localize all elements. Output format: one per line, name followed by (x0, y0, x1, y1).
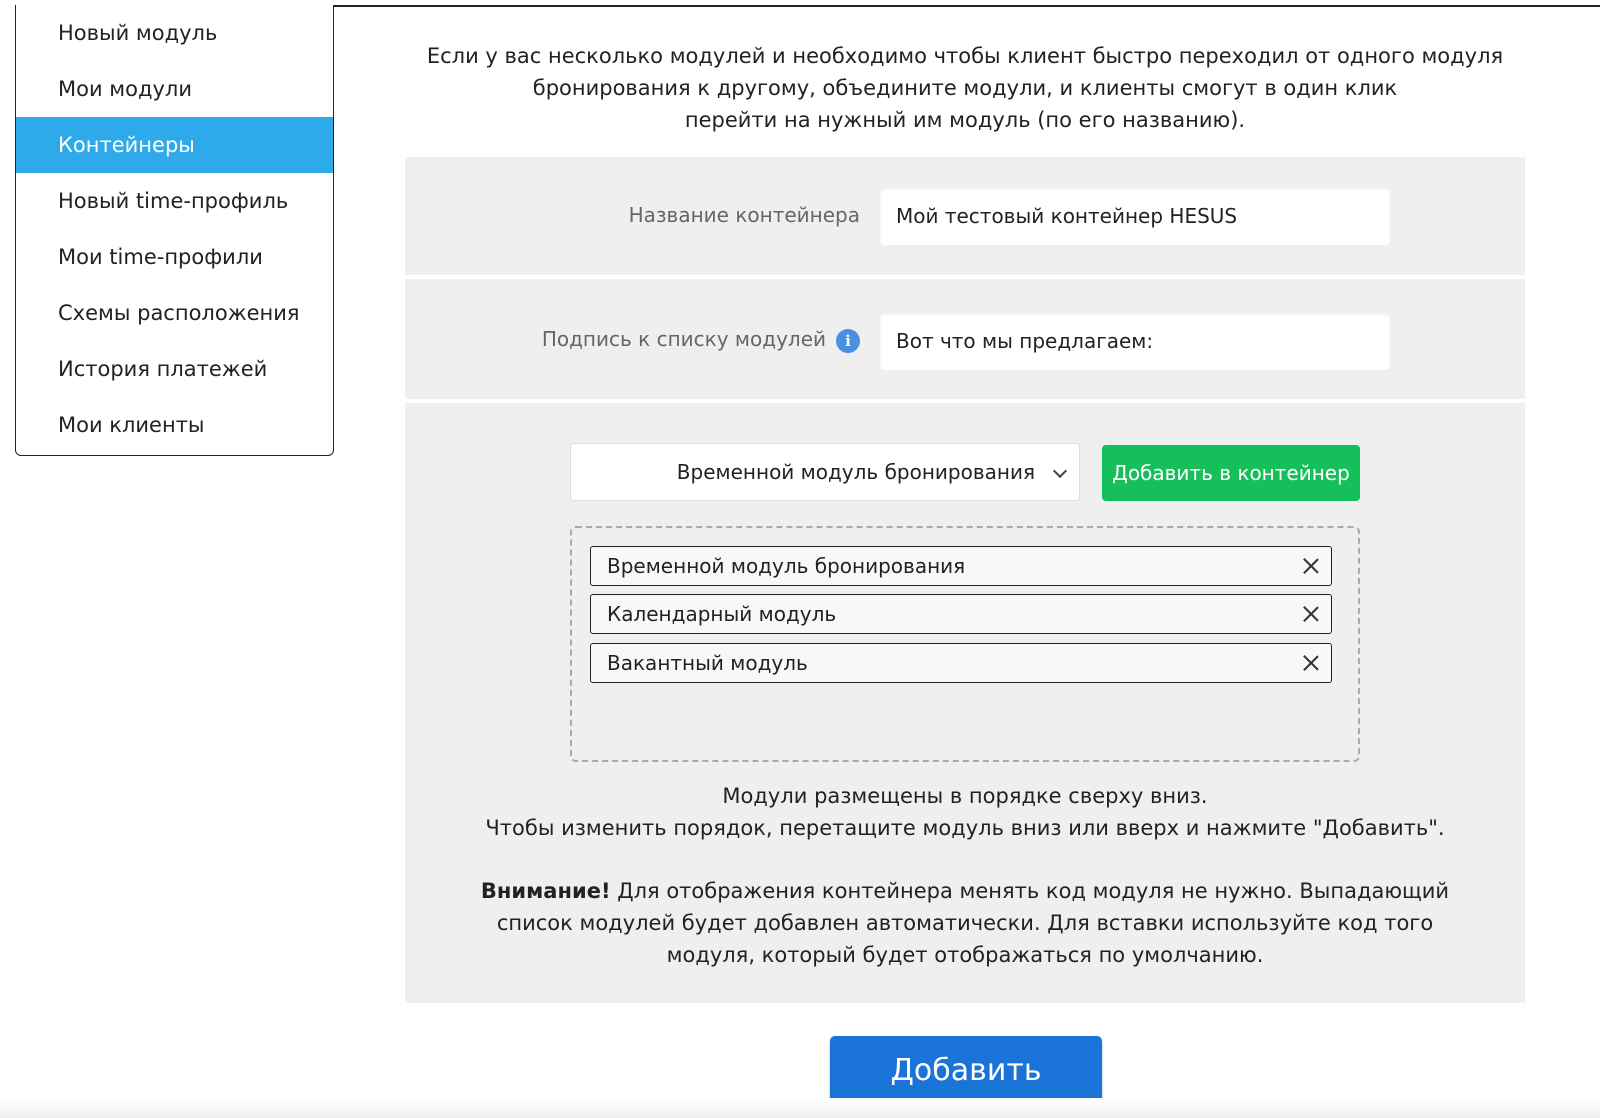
caption-label-wrap (542, 327, 860, 353)
intro-line: перейти на нужный им модуль (по его названию). (684, 108, 1246, 132)
close-icon[interactable] (1301, 556, 1321, 576)
module-name: Вакантный модуль (607, 651, 808, 675)
intro-line: Если у вас несколько модулей и необходимо чтобы клиент быстро переходил от одного модуля (426, 44, 1504, 68)
sidebar-item-new-module[interactable]: Новый модуль (58, 21, 218, 45)
sidebar-item-new-time-profile[interactable]: Новый time-профиль (58, 189, 289, 213)
container-name-label: Название контейнера (628, 203, 860, 227)
add-to-container-button[interactable]: Добавить в контейнер (1102, 445, 1360, 501)
sidebar-menu (15, 5, 334, 456)
row-divider (405, 399, 1525, 403)
module-list-item[interactable] (590, 594, 1332, 634)
module-list-item[interactable] (590, 546, 1332, 586)
sidebar-item-my-modules[interactable]: Мои модули (58, 77, 192, 101)
sidebar-item-my-clients[interactable]: Мои клиенты (58, 413, 205, 437)
add-button[interactable]: Добавить (830, 1036, 1102, 1104)
sidebar-item-containers[interactable]: Контейнеры (16, 117, 333, 173)
modules-dropzone[interactable] (570, 526, 1360, 762)
chevron-down-icon (1053, 464, 1067, 478)
warning-note (455, 875, 1475, 971)
bottom-shadow (0, 1098, 1600, 1118)
intro-line: бронирования к другому, объедините модули, и клиенты смогут в один клик (532, 76, 1398, 100)
intro-text (405, 40, 1525, 136)
close-icon[interactable] (1301, 653, 1321, 673)
module-select-value: Временной модуль бронирования (676, 460, 1035, 484)
module-list-item[interactable] (590, 643, 1332, 683)
module-name: Временной модуль бронирования (607, 554, 966, 578)
close-icon[interactable] (1301, 604, 1321, 624)
info-icon[interactable]: i (836, 329, 860, 353)
order-note-line: Чтобы изменить порядок, перетащите модуль вниз или вверх и нажмите "Добавить". (485, 816, 1445, 840)
module-select[interactable] (570, 443, 1080, 501)
container-name-input[interactable] (880, 187, 1390, 245)
caption-input[interactable] (880, 312, 1390, 370)
caption-label: Подпись к списку модулей (541, 327, 826, 351)
warning-text: Для отображения контейнера менять код модуля не нужно. Выпадающий список модулей будет добавлен автоматически. Для вставки используйте код того модуля, который будет отображаться по умолчанию. (496, 879, 1450, 967)
content-frame-border (330, 5, 1600, 7)
sidebar-item-payment-history[interactable]: История платежей (58, 357, 268, 381)
row-divider (405, 275, 1525, 279)
sidebar-item-my-time-profiles[interactable]: Мои time-профили (58, 245, 263, 269)
module-name: Календарный модуль (607, 602, 837, 626)
order-note-line: Модули размещены в порядке сверху вниз. (722, 784, 1208, 808)
sidebar-item-layout-schemes[interactable]: Схемы расположения (58, 301, 300, 325)
warning-title: Внимание! (480, 879, 611, 903)
container-form-panel (405, 157, 1525, 1003)
